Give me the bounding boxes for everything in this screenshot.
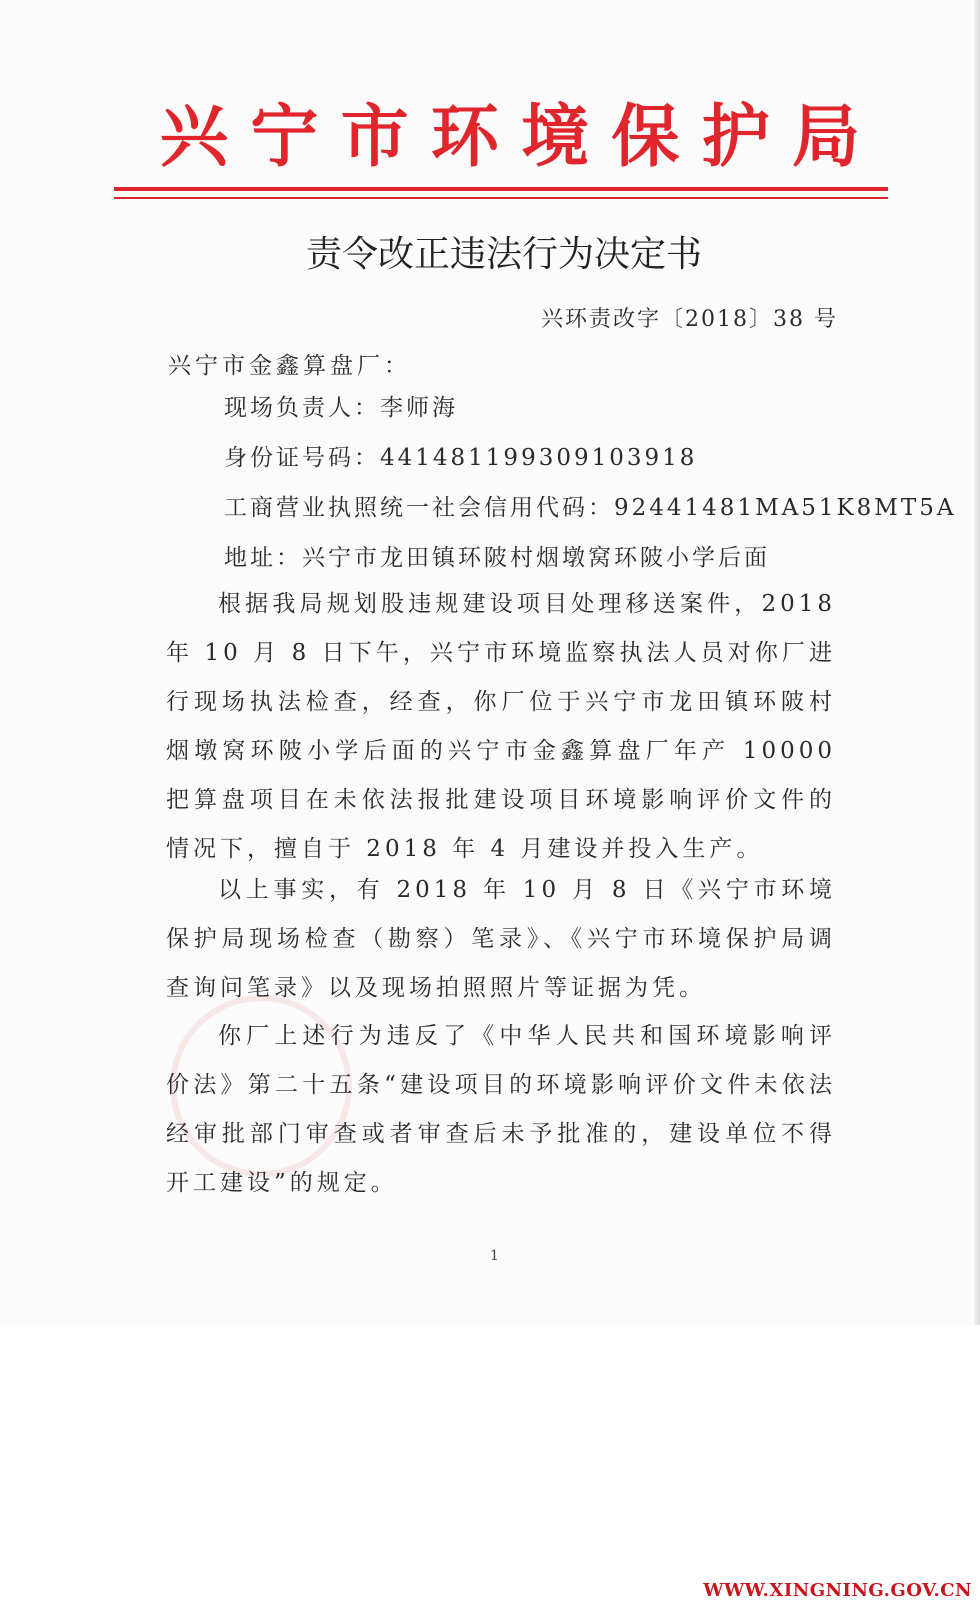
info-id-number: 身份证号码：441481199309103918 [224,445,698,471]
info-credit-code: 工商营业执照统一社会信用代码：92441481MA51K8MT5A [224,495,957,521]
page-number: 1 [490,1248,499,1264]
document-title: 责令改正违法行为决定书 [305,234,702,275]
page-edge-shadow [974,0,980,1325]
letterhead-rule-thick [114,187,888,191]
letterhead-rule-thin [114,197,888,199]
letterhead-char: 境 [521,98,590,177]
info-address: 地址：兴宁市龙田镇环陂村烟墩窝环陂小学后面 [224,545,770,571]
letterhead-char: 环 [430,98,499,177]
agency-letterhead [160,98,860,178]
info-responsible-person: 现场负责人：李师海 [224,395,458,421]
letterhead-char: 市 [340,98,409,177]
letterhead-char: 局 [791,98,860,177]
letterhead-char: 宁 [250,98,319,177]
paragraph-violation: 你厂上述行为违反了《中华人民共和国环境影响评价法》第二十五条“建设项目的环境影响评价文件未依法经审批部门审查或者审查后未予批准的，建设单位不得开工建设”的规定。 [166,1023,836,1196]
paragraph-evidence: 以上事实，有 2018 年 10 月 8 日《兴宁市环境保护局现场检查（勘察）笔录》、《兴宁市环境保护局调查询问笔录》以及现场拍照照片等证据为凭。 [166,877,836,1001]
letterhead-char: 兴 [160,98,229,177]
letterhead-char: 护 [701,98,770,177]
paragraph-findings: 根据我局规划股违规建设项目处理移送案件，2018 年 10 月 8 日下午，兴宁市环境监察执法人员对你厂进行现场执法检查，经查，你厂位于兴宁市龙田镇环陂村烟墩窝环陂小学后面的兴宁市金鑫算盘厂年产 10000 把算盘项目在未依法报批建设项目环境影响评价文件的情况下，擅自于 2018 年 4 月建设并投入生产。 [166,591,836,862]
document-number: 兴环责改字〔2018〕38 号 [541,307,838,332]
site-watermark: WWW.XINGNING.GOV.CN [703,1580,972,1601]
letterhead-char: 保 [611,98,680,177]
recipient: 兴宁市金鑫算盘厂： [168,353,411,379]
